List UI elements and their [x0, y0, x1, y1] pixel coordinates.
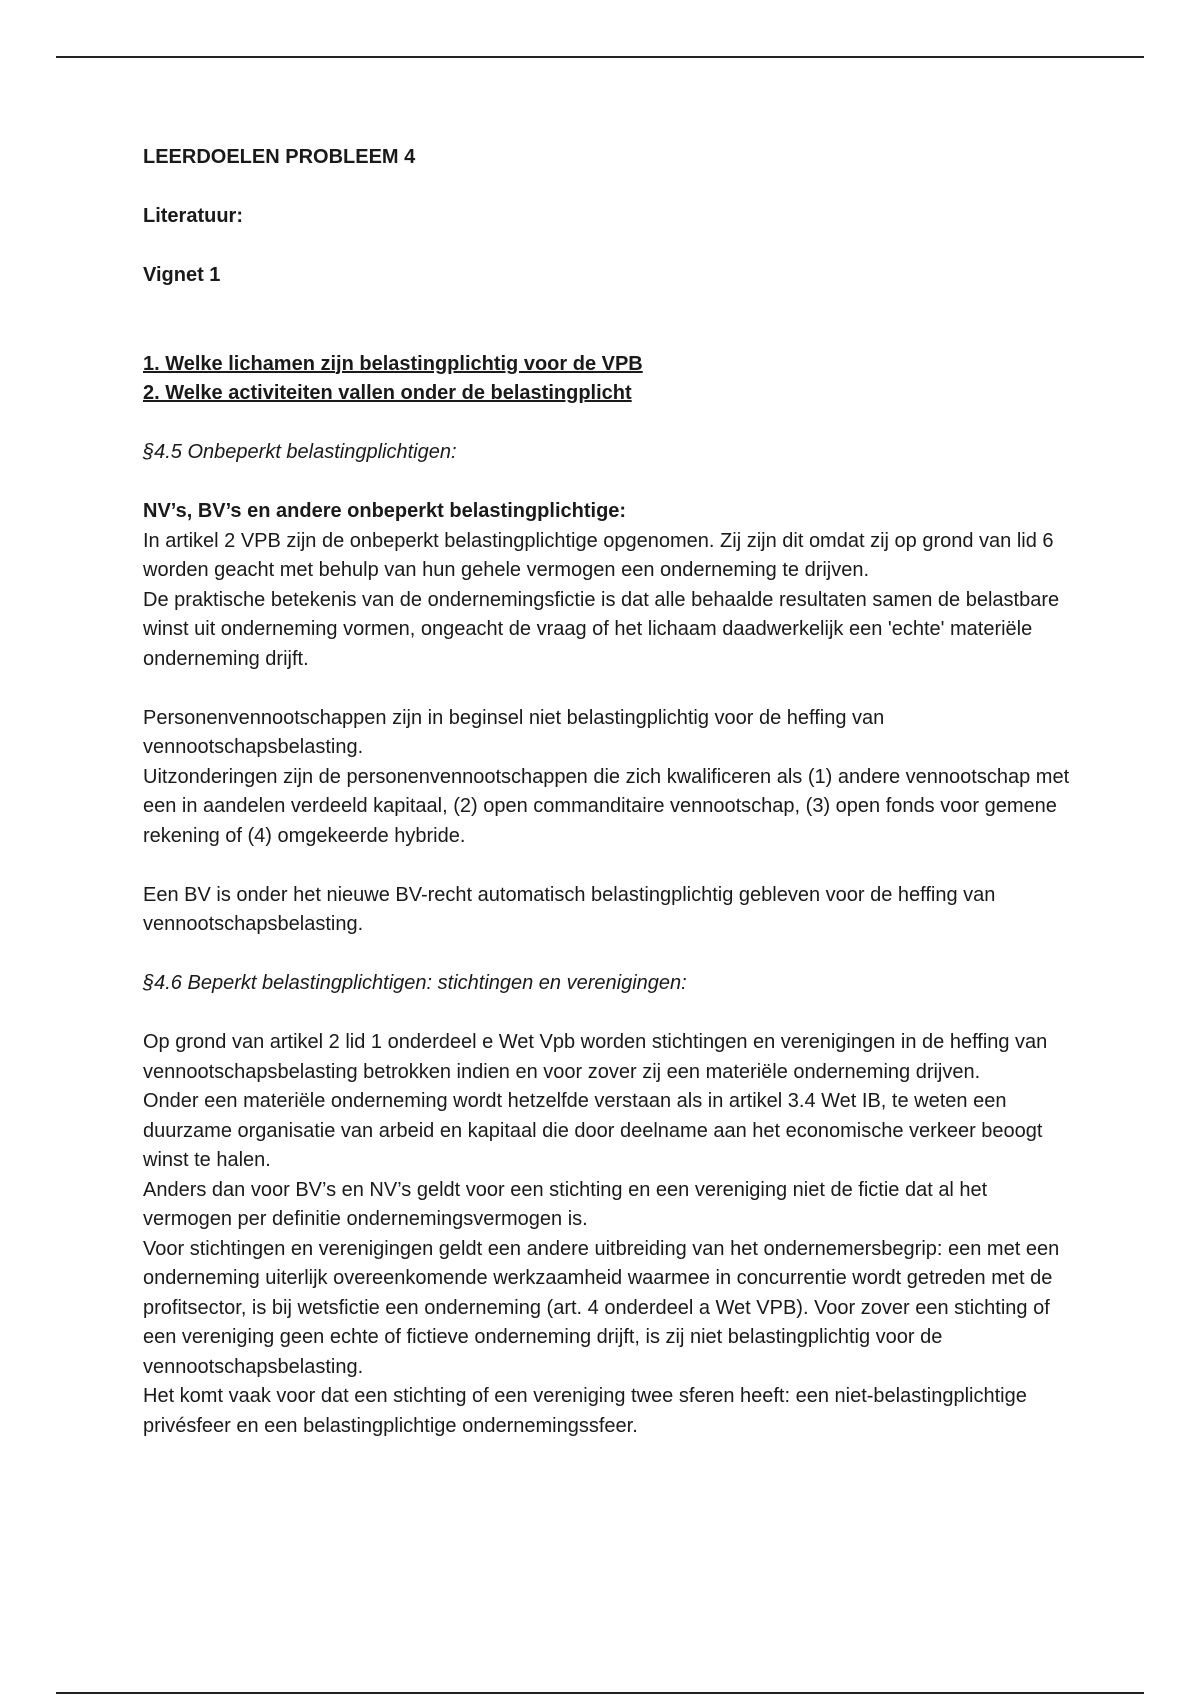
section-45-paragraph-3: Personenvennootschappen zijn in beginsel niet belastingplichtig voor de heffing van vennootschapsbelasting. — [143, 706, 885, 758]
footer-rule — [56, 1692, 1144, 1694]
section-46-paragraph-4: Voor stichtingen en verenigingen geldt een andere uitbreiding van het ondernemersbegrip: een met een onderneming uiterlijk overeenkomende werkzaamheid waarmee in concurrentie wordt getreden met de profitsector, is bij wetsfictie een onderneming (art. 4 onderdeel a Wet VPB). Voor zover een stichting of een vereniging geen echte of fictieve onderneming drijft, is zij niet belastingplichtig voor de vennootschapsbelasting. — [143, 1237, 1060, 1378]
page-title: LEERDOELEN PROBLEEM 4 — [143, 146, 416, 168]
literature-label: Literatuur: — [143, 205, 243, 227]
section-45-paragraph-1: In artikel 2 VPB zijn de onbeperkt belastingplichtige opgenomen. Zij zijn dit omdat zij op grond van lid 6 worden geacht met behulp van hun gehele vermogen een onderneming te drijven. — [143, 529, 1054, 581]
section-45-heading: §4.5 Onbeperkt belastingplichtigen: — [143, 441, 457, 463]
section-46-heading: §4.6 Beperkt belastingplichtigen: stichtingen en verenigingen: — [143, 972, 687, 994]
question-1: 1. Welke lichamen zijn belastingplichtig voor de VPB — [143, 352, 643, 375]
section-46-paragraph-3: Anders dan voor BV’s en NV’s geldt voor een stichting en een vereniging niet de fictie dat al het vermogen per definitie ondernemingsvermogen is. — [143, 1178, 988, 1230]
section-45-subheading: NV’s, BV’s en andere onbeperkt belastingplichtige: — [143, 500, 627, 522]
section-46-paragraph-1: Op grond van artikel 2 lid 1 onderdeel e Wet Vpb worden stichtingen en verenigingen in de heffing van vennootschapsbelasting betrokken indien en voor zover zij een materiële onderneming drijven. — [143, 1031, 1048, 1083]
section-46-paragraph-5: Het komt vaak voor dat een stichting of een vereniging twee sferen heeft: een niet-belastingplichtige privésfeer en een belastingplichtige ondernemingssfeer. — [143, 1385, 1027, 1437]
section-46-paragraph-2: Onder een materiële onderneming wordt hetzelfde verstaan als in artikel 3.4 Wet IB, te weten een duurzame organisatie van arbeid en kapitaal die door deelname aan het economische verkeer beoogt winst te halen. — [143, 1090, 1043, 1171]
section-45-paragraph-5: Een BV is onder het nieuwe BV-recht automatisch belastingplichtig gebleven voor de heffing van vennootschapsbelasting. — [143, 883, 996, 935]
vignet-label: Vignet 1 — [143, 264, 221, 286]
document-page — [143, 143, 1073, 1441]
header-rule — [56, 56, 1144, 58]
section-45-paragraph-2: De praktische betekenis van de ondernemingsfictie is dat alle behaalde resultaten samen de belastbare winst uit onderneming vormen, ongeacht de vraag of het lichaam daadwerkelijk een 'echte' materiële onderneming drijft. — [143, 588, 1060, 670]
question-2: 2. Welke activiteiten vallen onder de belastingplicht — [143, 382, 632, 404]
section-45-paragraph-4: Uitzonderingen zijn de personenvennootschappen die zich kwalificeren als (1) andere vennootschap met een in aandelen verdeeld kapitaal, (2) open commanditaire vennootschap, (3) open fonds voor gemene rekening of (4) omgekeerde hybride. — [143, 765, 1070, 847]
